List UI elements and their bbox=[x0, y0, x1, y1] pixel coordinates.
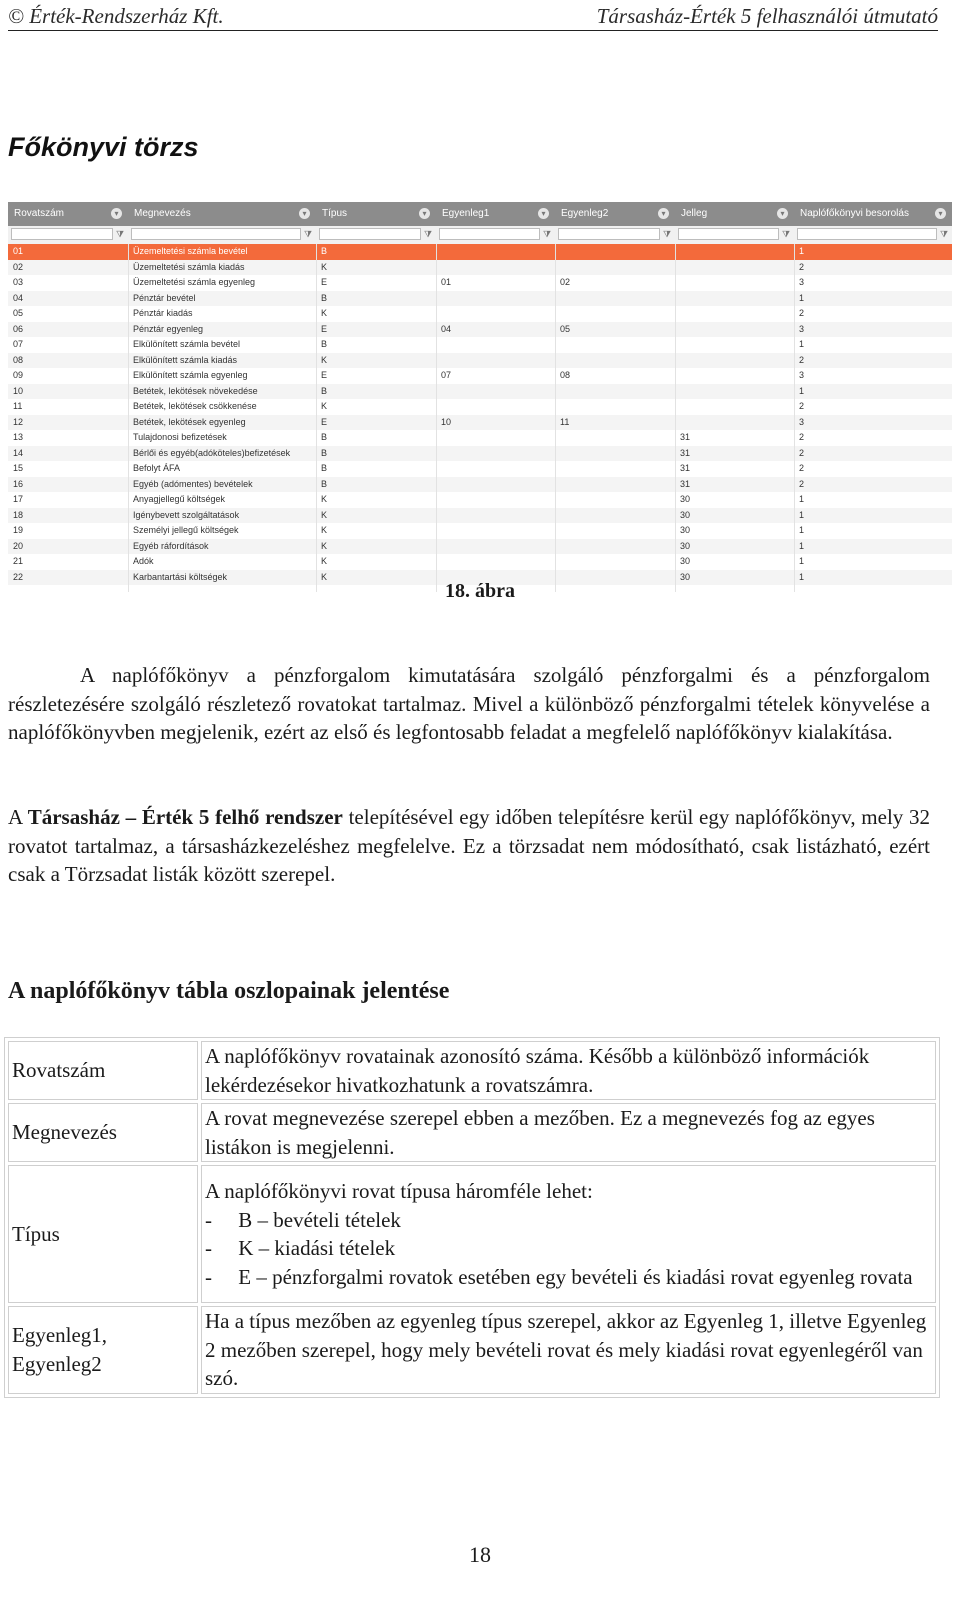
grid-cell-code: 19 bbox=[13, 525, 24, 535]
grid-cell-name: Igénybevett szolgáltatások bbox=[133, 509, 240, 520]
grid-cell-code: 12 bbox=[13, 416, 24, 427]
grid-cell-code: 21 bbox=[13, 556, 24, 566]
definition-description bbox=[201, 1041, 936, 1100]
grid-cell-e2: 11 bbox=[560, 416, 570, 427]
grid-column-label: Naplófőkönyvi besorolás bbox=[800, 208, 909, 219]
section-title: Főkönyvi törzs bbox=[8, 132, 199, 162]
grid-filter-box bbox=[439, 228, 540, 240]
grid-cell-e1 bbox=[436, 554, 560, 570]
grid-row bbox=[8, 461, 952, 477]
grid-cell-type: K bbox=[321, 509, 328, 520]
grid-cell-type: E bbox=[321, 370, 328, 380]
grid-cell-code: 10 bbox=[13, 385, 24, 396]
definition-term: Egyenleg1, Egyenleg2 bbox=[8, 1306, 198, 1394]
grid-cell-type: K bbox=[321, 556, 328, 566]
filter-icon: ⧩ bbox=[663, 229, 672, 239]
grid-header bbox=[8, 202, 952, 226]
grid-column-separator bbox=[675, 244, 676, 592]
grid-row bbox=[8, 322, 952, 338]
grid-cell-e1: 07 bbox=[441, 370, 452, 380]
grid-cell-code: 17 bbox=[13, 494, 24, 504]
grid-cell-bes: 1 bbox=[799, 540, 805, 551]
grid-column-label: Típus bbox=[322, 208, 348, 219]
grid-row bbox=[8, 291, 952, 307]
definition-row bbox=[8, 1041, 936, 1100]
grid-column-header bbox=[555, 202, 675, 226]
filter-icon: ⧩ bbox=[543, 229, 552, 239]
definition-description bbox=[201, 1306, 936, 1394]
filter-icon: ⧩ bbox=[782, 229, 791, 239]
grid-cell-jelleg bbox=[675, 337, 799, 353]
grid-cell-name: Karbantartási költségek bbox=[133, 571, 228, 582]
grid-cell-name: Adók bbox=[133, 556, 154, 566]
filter-icon: ⧩ bbox=[940, 229, 949, 239]
grid-cell-bes: 2 bbox=[799, 478, 805, 489]
column-menu-icon: ▾ bbox=[777, 208, 788, 219]
grid-cell-e2 bbox=[555, 539, 680, 555]
grid-cell-type: K bbox=[321, 261, 328, 272]
grid-cell-e1 bbox=[436, 492, 560, 508]
grid-column-header bbox=[128, 202, 316, 226]
grid-cell-jelleg: 31 bbox=[680, 463, 691, 473]
grid-cell-jelleg bbox=[675, 384, 799, 400]
definition-line: A naplófőkönyvi rovat típusa háromféle lehet: bbox=[205, 1179, 593, 1203]
grid-cell-code: 03 bbox=[13, 277, 24, 287]
grid-cell-type: B bbox=[321, 246, 328, 256]
grid-cell-bes: 1 bbox=[799, 292, 805, 303]
para2-pre: A bbox=[8, 805, 28, 829]
grid-cell-name: Betétek, lekötések egyenleg bbox=[133, 416, 246, 427]
grid-cell-name: Személyi jellegű költségek bbox=[133, 525, 239, 535]
grid-cell-bes: 2 bbox=[799, 447, 805, 458]
grid-cell-type: B bbox=[321, 432, 328, 442]
definition-line: Ha a típus mezőben az egyenleg típus szerepel, akkor az Egyenleg 1, illetve Egyenleg 2 mezőben szerepel, hogy mely bevételi rovat és mely kiadási rovat egyenlegéről van szó. bbox=[205, 1309, 927, 1390]
grid-cell-bes: 3 bbox=[799, 277, 805, 287]
grid-cell-type: E bbox=[321, 277, 328, 287]
header-company: © Érték-Rendszerház Kft. bbox=[8, 4, 224, 28]
grid-cell-code: 16 bbox=[13, 478, 24, 489]
grid-cell-type: B bbox=[321, 292, 328, 303]
grid-cell-type: K bbox=[321, 401, 328, 411]
grid-cell-bes: 3 bbox=[799, 323, 805, 334]
grid-cell-code: 18 bbox=[13, 509, 24, 520]
grid-cell-jelleg bbox=[675, 291, 799, 307]
grid-row bbox=[8, 260, 952, 276]
grid-row bbox=[8, 415, 952, 431]
ledger-grid-screenshot bbox=[8, 202, 952, 592]
grid-column-label: Egyenleg2 bbox=[561, 208, 609, 219]
grid-cell-e2 bbox=[555, 399, 680, 415]
grid-cell-type: B bbox=[321, 463, 328, 473]
grid-row bbox=[8, 368, 952, 384]
definition-term: Típus bbox=[8, 1165, 198, 1303]
grid-cell-code: 01 bbox=[13, 246, 24, 256]
grid-cell-jelleg bbox=[675, 322, 799, 338]
definition-line: - K – kiadási tételek bbox=[205, 1236, 396, 1260]
grid-cell-bes: 2 bbox=[799, 463, 805, 473]
grid-row bbox=[8, 275, 952, 291]
grid-cell-code: 22 bbox=[13, 571, 24, 582]
grid-cell-name: Betétek, lekötések csökkenése bbox=[133, 401, 257, 411]
grid-cell-e1 bbox=[436, 523, 560, 539]
grid-column-separator bbox=[555, 244, 556, 592]
grid-cell-name: Üzemeltetési számla egyenleg bbox=[133, 277, 256, 287]
grid-cell-e1 bbox=[436, 384, 560, 400]
grid-cell-e2 bbox=[555, 384, 680, 400]
grid-cell-name: Üzemeltetési számla kiadás bbox=[133, 261, 245, 272]
grid-cell-e1 bbox=[436, 508, 560, 524]
grid-cell-e2 bbox=[555, 260, 680, 276]
grid-cell-type: B bbox=[321, 447, 328, 458]
grid-row bbox=[8, 353, 952, 369]
grid-row bbox=[8, 244, 952, 260]
grid-cell-e1 bbox=[436, 446, 560, 462]
grid-cell-type: K bbox=[321, 354, 328, 365]
filter-icon: ⧩ bbox=[116, 229, 125, 239]
grid-cell-name: Befolyt ÁFA bbox=[133, 463, 181, 473]
grid-row bbox=[8, 399, 952, 415]
grid-cell-jelleg: 30 bbox=[680, 494, 691, 504]
grid-cell-name: Egyéb ráfordítások bbox=[133, 540, 209, 551]
grid-cell-type: B bbox=[321, 385, 328, 396]
grid-cell-e2 bbox=[555, 554, 680, 570]
grid-cell-type: E bbox=[321, 323, 328, 334]
grid-cell-e1 bbox=[436, 353, 560, 369]
grid-cell-e1 bbox=[436, 461, 560, 477]
grid-cell-e2: 02 bbox=[560, 277, 571, 287]
grid-cell-e2 bbox=[555, 306, 680, 322]
grid-cell-bes: 1 bbox=[799, 525, 805, 535]
grid-row bbox=[8, 446, 952, 462]
grid-cell-type: K bbox=[321, 494, 328, 504]
grid-cell-code: 13 bbox=[13, 432, 24, 442]
grid-cell-bes: 1 bbox=[799, 494, 805, 504]
grid-cell-e2 bbox=[555, 291, 680, 307]
grid-cell-code: 06 bbox=[13, 323, 24, 334]
grid-cell-name: Pénztár egyenleg bbox=[133, 323, 204, 334]
para2-post: telepítésével egy időben telepítésre kerül egy naplófőkönyv, mely 32 rovatot tartalmaz, a társasházkezeléshez megfelelve. Ez a törzsadat nem módosítható, csak listázható, ezért csak a Törzsadat listák között szerepel. bbox=[8, 805, 930, 886]
grid-cell-jelleg: 30 bbox=[680, 525, 691, 535]
grid-cell-type: B bbox=[321, 478, 328, 489]
grid-cell-name: Elkülönített számla kiadás bbox=[133, 354, 238, 365]
grid-cell-e2 bbox=[555, 446, 680, 462]
grid-row bbox=[8, 384, 952, 400]
grid-column-separator bbox=[436, 244, 437, 592]
grid-cell-e2 bbox=[555, 337, 680, 353]
column-menu-icon: ▾ bbox=[658, 208, 669, 219]
definition-description bbox=[201, 1165, 936, 1303]
grid-cell-e1 bbox=[436, 291, 560, 307]
definition-description bbox=[201, 1103, 936, 1162]
grid-cell-e2 bbox=[555, 353, 680, 369]
grid-cell-jelleg bbox=[675, 306, 799, 322]
grid-row bbox=[8, 477, 952, 493]
grid-cell-name: Anyagjellegű költségek bbox=[133, 494, 226, 504]
grid-column-header bbox=[8, 202, 128, 226]
grid-cell-bes: 3 bbox=[799, 370, 805, 380]
grid-cell-name: Elkülönített számla bevétel bbox=[133, 339, 241, 349]
grid-cell-jelleg bbox=[675, 368, 799, 384]
grid-cell-e1 bbox=[436, 539, 560, 555]
grid-cell-code: 11 bbox=[13, 401, 23, 411]
grid-column-label: Megnevezés bbox=[134, 208, 191, 219]
grid-cell-jelleg bbox=[675, 415, 799, 431]
table-title: A naplófőkönyv tábla oszlopainak jelentése bbox=[8, 978, 450, 1004]
grid-cell-type: K bbox=[321, 308, 328, 318]
grid-cell-bes: 2 bbox=[799, 401, 805, 411]
grid-cell-name: Pénztár bevétel bbox=[133, 292, 196, 303]
grid-cell-code: 15 bbox=[13, 463, 24, 473]
grid-cell-type: K bbox=[321, 525, 328, 535]
definition-row bbox=[8, 1306, 936, 1394]
para2-bold: Társasház – Érték 5 felhő rendszer bbox=[27, 805, 343, 829]
grid-column-label: Egyenleg1 bbox=[442, 208, 490, 219]
grid-cell-e2 bbox=[555, 523, 680, 539]
grid-cell-jelleg: 30 bbox=[680, 540, 691, 551]
grid-filter-box bbox=[319, 228, 421, 240]
grid-filter-box bbox=[558, 228, 660, 240]
grid-column-separator bbox=[794, 244, 795, 592]
grid-cell-jelleg bbox=[675, 275, 799, 291]
grid-cell-name: Tulajdonosi befizetések bbox=[133, 432, 227, 442]
grid-cell-e1 bbox=[436, 337, 560, 353]
grid-column-header bbox=[316, 202, 436, 226]
paragraph-intro: A naplófőkönyv a pénzforgalom kimutatására szolgáló pénzforgalmi és a pénzforgalom részletezésére szolgáló részletező rovatokat tartalmaz. Mivel a különböző pénzforgalmi tételek könyvelése a naplófőkönyvben megjelenik, ezért az első és legfontosabb feladat a megfelelő naplófőkönyv kialakítása. bbox=[8, 663, 930, 744]
grid-cell-code: 09 bbox=[13, 370, 24, 380]
grid-cell-name: Üzemeltetési számla bevétel bbox=[133, 246, 248, 256]
grid-cell-bes: 1 bbox=[799, 571, 805, 582]
grid-cell-bes: 2 bbox=[799, 308, 805, 318]
grid-cell-code: 05 bbox=[13, 308, 24, 318]
grid-cell-code: 07 bbox=[13, 339, 24, 349]
grid-cell-e1 bbox=[436, 244, 560, 260]
grid-cell-e2: 05 bbox=[560, 323, 571, 334]
grid-cell-bes: 1 bbox=[799, 385, 805, 396]
filter-icon: ⧩ bbox=[424, 229, 433, 239]
page-header bbox=[8, 4, 938, 31]
definition-line: - E – pénzforgalmi rovatok esetében egy bevételi és kiadási rovat egyenleg rovata bbox=[205, 1264, 913, 1289]
column-menu-icon: ▾ bbox=[538, 208, 549, 219]
definition-row bbox=[8, 1165, 936, 1303]
definition-term: Megnevezés bbox=[8, 1103, 198, 1162]
column-menu-icon: ▾ bbox=[935, 208, 946, 219]
grid-row bbox=[8, 554, 952, 570]
grid-cell-e2 bbox=[555, 492, 680, 508]
grid-cell-type: B bbox=[321, 339, 328, 349]
grid-cell-e2 bbox=[555, 508, 680, 524]
grid-cell-name: Elkülönített számla egyenleg bbox=[133, 370, 248, 380]
header-doc-title: Társasház-Érték 5 felhasználói útmutató bbox=[596, 4, 938, 28]
grid-cell-jelleg bbox=[675, 244, 799, 260]
grid-cell-type: K bbox=[321, 540, 328, 551]
grid-row bbox=[8, 523, 952, 539]
grid-cell-type: E bbox=[321, 416, 328, 427]
grid-filter-row bbox=[8, 226, 952, 245]
grid-cell-code: 04 bbox=[13, 292, 24, 303]
grid-cell-jelleg: 30 bbox=[680, 509, 691, 520]
grid-filter-box bbox=[131, 228, 301, 240]
grid-cell-bes: 2 bbox=[799, 261, 805, 272]
grid-row bbox=[8, 508, 952, 524]
grid-cell-e1: 04 bbox=[441, 323, 452, 334]
grid-cell-code: 14 bbox=[13, 447, 24, 458]
filter-icon: ⧩ bbox=[304, 229, 313, 239]
grid-cell-name: Betétek, lekötések növekedése bbox=[133, 385, 258, 396]
definitions-table bbox=[4, 1037, 940, 1398]
page-number: 18 bbox=[469, 1542, 491, 1567]
grid-cell-bes: 2 bbox=[799, 354, 805, 365]
grid-cell-bes: 2 bbox=[799, 432, 805, 442]
grid-cell-jelleg: 30 bbox=[680, 556, 691, 566]
grid-column-header bbox=[436, 202, 555, 226]
grid-cell-bes: 1 bbox=[799, 556, 805, 566]
grid-cell-code: 02 bbox=[13, 261, 24, 272]
grid-row bbox=[8, 306, 952, 322]
grid-row bbox=[8, 430, 952, 446]
grid-cell-e2 bbox=[555, 461, 680, 477]
grid-cell-e1 bbox=[436, 260, 560, 276]
grid-column-label: Jelleg bbox=[681, 208, 708, 219]
grid-column-separator bbox=[128, 244, 129, 592]
grid-filter-box bbox=[11, 228, 113, 240]
grid-cell-name: Egyéb (adómentes) bevételek bbox=[133, 478, 253, 489]
grid-cell-e1: 10 bbox=[441, 416, 452, 427]
grid-filter-box bbox=[797, 228, 937, 240]
grid-cell-bes: 1 bbox=[799, 509, 805, 520]
grid-cell-e1: 01 bbox=[441, 277, 452, 287]
grid-cell-bes: 3 bbox=[799, 416, 805, 427]
figure-caption: 18. ábra bbox=[445, 580, 515, 602]
grid-cell-e1 bbox=[436, 399, 560, 415]
definition-row bbox=[8, 1103, 936, 1162]
grid-cell-jelleg bbox=[675, 260, 799, 276]
paragraph-installation bbox=[8, 803, 930, 889]
grid-cell-e1 bbox=[436, 306, 560, 322]
grid-cell-e2: 08 bbox=[560, 370, 571, 380]
definition-term: Rovatszám bbox=[8, 1041, 198, 1100]
grid-cell-jelleg: 31 bbox=[680, 478, 691, 489]
definition-line: A rovat megnevezése szerepel ebben a mezőben. Ez a megnevezés fog az egyes listákon is megjelenni. bbox=[205, 1106, 875, 1159]
grid-row bbox=[8, 539, 952, 555]
grid-cell-jelleg: 31 bbox=[680, 432, 691, 442]
definition-line: A naplófőkönyv rovatainak azonosító száma. Később a különböző információk lekérdezésekor hivatkozhatunk a rovatszámra. bbox=[205, 1044, 870, 1097]
grid-cell-bes: 1 bbox=[799, 246, 805, 256]
grid-cell-jelleg: 31 bbox=[680, 447, 691, 458]
grid-cell-name: Pénztár kiadás bbox=[133, 308, 193, 318]
grid-column-separator bbox=[316, 244, 317, 592]
grid-cell-e2 bbox=[555, 477, 680, 493]
grid-column-label: Rovatszám bbox=[14, 208, 65, 219]
definition-line: - B – bevételi tételek bbox=[205, 1207, 401, 1232]
grid-cell-e1 bbox=[436, 477, 560, 493]
column-menu-icon: ▾ bbox=[419, 208, 430, 219]
grid-cell-name: Bérlői és egyéb(adóköteles)befizetések bbox=[133, 447, 291, 458]
grid-cell-jelleg: 30 bbox=[680, 571, 691, 582]
grid-cell-e1 bbox=[436, 430, 560, 446]
column-menu-icon: ▾ bbox=[111, 208, 122, 219]
grid-cell-e2 bbox=[555, 244, 680, 260]
grid-row bbox=[8, 337, 952, 353]
grid-column-header bbox=[675, 202, 794, 226]
column-menu-icon: ▾ bbox=[299, 208, 310, 219]
grid-cell-code: 08 bbox=[13, 354, 24, 365]
grid-cell-bes: 1 bbox=[799, 339, 805, 349]
grid-cell-jelleg bbox=[675, 399, 799, 415]
grid-cell-code: 20 bbox=[13, 540, 24, 551]
grid-cell-jelleg bbox=[675, 353, 799, 369]
grid-row bbox=[8, 492, 952, 508]
grid-cell-e2 bbox=[555, 430, 680, 446]
grid-column-header bbox=[794, 202, 952, 226]
grid-filter-box bbox=[678, 228, 779, 240]
grid-cell-type: K bbox=[321, 571, 328, 582]
